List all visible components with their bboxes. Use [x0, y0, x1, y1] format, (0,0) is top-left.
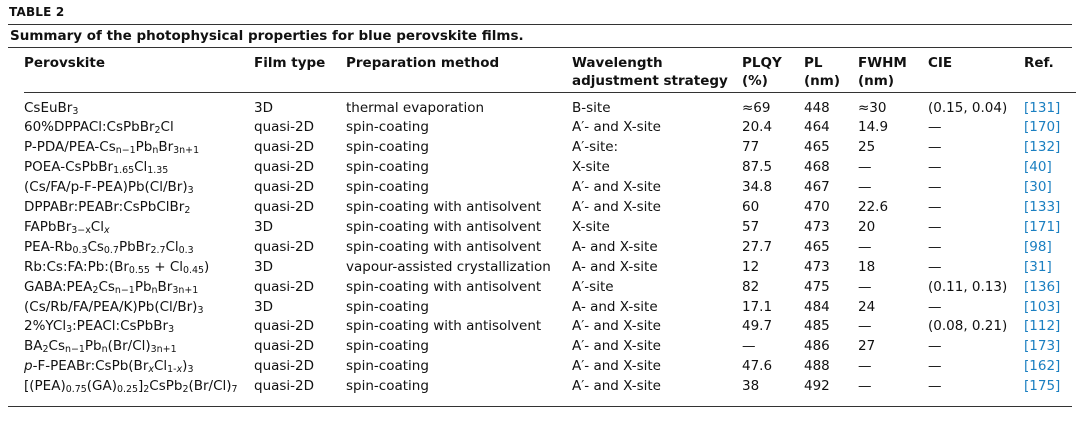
- table-row: [24, 238, 1076, 258]
- reference-link[interactable]: [175]: [1024, 378, 1061, 395]
- table-row: [24, 178, 1076, 198]
- reference-link[interactable]: [98]: [1024, 238, 1052, 255]
- cell-fwhm: —: [858, 318, 872, 335]
- header-fwhm-line2: (nm): [858, 73, 895, 89]
- table-row: [24, 158, 1076, 178]
- cell-ref[interactable]: [1024, 357, 1076, 377]
- cell-perovskite: CsEuBr$_3$: [24, 99, 79, 117]
- header-row: [24, 48, 1076, 92]
- cell-plqy: 87.5: [742, 159, 773, 176]
- cell-ref[interactable]: [1024, 138, 1076, 158]
- cell-perovskite: $(Cs/Rb/FA/PEA/K)Pb(Cl/Br)_3$: [24, 298, 204, 316]
- cell-film-type: 3D: [254, 298, 273, 315]
- cell-prep-method: spin-coating with antisolvent: [346, 238, 542, 255]
- cell-perovskite: $P-PDA/PEA-Cs_{n-1}Pb_nBr_{3n+1}$: [24, 139, 200, 157]
- cell-cie: —: [928, 238, 942, 255]
- cell-fwhm: —: [858, 278, 872, 295]
- cell-ref[interactable]: [1024, 238, 1076, 258]
- cell-plqy: —: [742, 338, 756, 355]
- cell-pl: 465: [804, 139, 830, 156]
- cell-cie: —: [928, 199, 942, 216]
- table-row: [24, 298, 1076, 318]
- cell-film-type: 3D: [254, 218, 273, 235]
- cell-fwhm: 24: [858, 298, 876, 315]
- header-wavelength-line2: adjustment strategy: [572, 73, 728, 89]
- header-plqy: [742, 48, 804, 92]
- header-perovskite: Perovskite: [24, 55, 106, 71]
- cell-plqy: 27.7: [742, 238, 773, 255]
- cell-prep-method: thermal evaporation: [346, 99, 485, 116]
- table-row: [24, 278, 1076, 298]
- header-ref: Ref.: [1024, 55, 1054, 71]
- reference-link[interactable]: [40]: [1024, 159, 1052, 176]
- cell-pl: 448: [804, 99, 830, 116]
- cell-prep-method: spin-coating: [346, 378, 429, 395]
- properties-table: [24, 48, 1076, 397]
- header-cie: CIE: [928, 55, 953, 71]
- cell-prep-method: spin-coating with antisolvent: [346, 218, 542, 235]
- cell-perovskite: $GABA:PEA_2Cs_{n-1}Pb_nBr_{3n+1}$: [24, 278, 199, 296]
- cell-film-type: quasi-2D: [254, 139, 315, 156]
- cell-cie: —: [928, 338, 942, 355]
- reference-link[interactable]: [136]: [1024, 278, 1061, 295]
- cell-fwhm: 22.6: [858, 199, 889, 216]
- cell-plqy: 57: [742, 218, 760, 235]
- cell-cie: —: [928, 159, 942, 176]
- cell-wavelength-strategy: A- and X-site: [572, 298, 658, 315]
- reference-link[interactable]: [162]: [1024, 358, 1061, 375]
- cell-ref[interactable]: [1024, 298, 1076, 318]
- reference-link[interactable]: [170]: [1024, 119, 1061, 136]
- cell-wavelength-strategy: A′-site: [572, 278, 614, 295]
- reference-link[interactable]: [131]: [1024, 99, 1061, 116]
- cell-cie: —: [928, 378, 942, 395]
- cell-perovskite: DPPABr:PEABr:CsPbClBr$_2$: [24, 199, 191, 217]
- cell-wavelength-strategy: A′- and X-site: [572, 378, 661, 395]
- cell-film-type: quasi-2D: [254, 238, 315, 255]
- header-pl-line1: PL: [804, 55, 823, 71]
- cell-fwhm: —: [858, 378, 872, 395]
- cell-prep-method: spin-coating: [346, 119, 429, 136]
- cell-ref[interactable]: [1024, 278, 1076, 298]
- cell-wavelength-strategy: A′- and X-site: [572, 338, 661, 355]
- cell-wavelength-strategy: A′- and X-site: [572, 179, 661, 196]
- cell-plqy: 82: [742, 278, 760, 295]
- cell-perovskite: $[(PEA)_{0.75}(GA)_{0.25}]_2CsPb_2(Br/Cl)_7$: [24, 378, 238, 396]
- bottom-rule: [8, 406, 1072, 407]
- table-row: [24, 138, 1076, 158]
- cell-prep-method: spin-coating with antisolvent: [346, 199, 542, 216]
- cell-pl: 475: [804, 278, 830, 295]
- reference-link[interactable]: [171]: [1024, 218, 1061, 235]
- cell-prep-method: spin-coating with antisolvent: [346, 318, 542, 335]
- cell-ref[interactable]: [1024, 178, 1076, 198]
- cell-wavelength-strategy: X-site: [572, 159, 610, 176]
- header-pl-line2: (nm): [804, 73, 841, 89]
- cell-cie: —: [928, 139, 942, 156]
- header-film-type: Film type: [254, 55, 326, 71]
- cell-film-type: quasi-2D: [254, 378, 315, 395]
- cell-perovskite: 2%YCl$_3$:PEACl:CsPbBr$_3$: [24, 318, 175, 336]
- cell-pl: 488: [804, 358, 830, 375]
- cell-film-type: 3D: [254, 258, 273, 275]
- cell-plqy: 20.4: [742, 119, 773, 136]
- cell-plqy: 12: [742, 258, 760, 275]
- cell-fwhm: —: [858, 179, 872, 196]
- cell-prep-method: spin-coating: [346, 358, 429, 375]
- cell-plqy: 77: [742, 139, 760, 156]
- cell-film-type: quasi-2D: [254, 199, 315, 216]
- cell-cie: —: [928, 179, 942, 196]
- reference-link[interactable]: [103]: [1024, 298, 1061, 315]
- cell-plqy: 34.8: [742, 179, 773, 196]
- cell-ref[interactable]: [1024, 99, 1076, 119]
- table-label: TABLE 2: [9, 5, 65, 19]
- cell-cie: (0.15, 0.04): [928, 99, 1008, 116]
- cell-fwhm: 18: [858, 258, 876, 275]
- cell-fwhm: 27: [858, 338, 876, 355]
- reference-link[interactable]: [31]: [1024, 258, 1052, 275]
- cell-fwhm: 14.9: [858, 119, 889, 136]
- cell-wavelength-strategy: B-site: [572, 99, 611, 116]
- cell-cie: —: [928, 258, 942, 275]
- table-row: [24, 317, 1076, 337]
- cell-pl: 473: [804, 218, 830, 235]
- cell-prep-method: spin-coating: [346, 159, 429, 176]
- cell-ref[interactable]: [1024, 158, 1076, 178]
- table-body: [24, 92, 1076, 397]
- cell-wavelength-strategy: A- and X-site: [572, 258, 658, 275]
- cell-fwhm: 25: [858, 139, 876, 156]
- cell-prep-method: spin-coating with antisolvent: [346, 278, 542, 295]
- cell-plqy: ≈69: [742, 99, 771, 116]
- cell-ref[interactable]: [1024, 198, 1076, 218]
- cell-film-type: quasi-2D: [254, 278, 315, 295]
- cell-perovskite: $(Cs/FA/p-F-PEA)Pb(Cl/Br)_3$: [24, 179, 194, 197]
- cell-pl: 465: [804, 238, 830, 255]
- cell-prep-method: spin-coating: [346, 298, 429, 315]
- table-caption: Summary of the photophysical properties for blue perovskite films.: [10, 28, 524, 44]
- table-row: [24, 218, 1076, 238]
- cell-film-type: 3D: [254, 99, 273, 116]
- table-row: [24, 258, 1076, 278]
- cell-prep-method: spin-coating: [346, 179, 429, 196]
- cell-plqy: 49.7: [742, 318, 773, 335]
- reference-link[interactable]: [132]: [1024, 139, 1061, 156]
- cell-fwhm: —: [858, 238, 872, 255]
- cell-fwhm: 20: [858, 218, 876, 235]
- cell-film-type: quasi-2D: [254, 179, 315, 196]
- cell-cie: (0.11, 0.13): [928, 278, 1008, 295]
- cell-plqy: 47.6: [742, 358, 773, 375]
- cell-ref[interactable]: [1024, 377, 1076, 397]
- cell-cie: —: [928, 218, 942, 235]
- cell-ref[interactable]: [1024, 218, 1076, 238]
- header-wavelength: [572, 48, 742, 92]
- cell-pl: 464: [804, 119, 830, 136]
- cell-cie: —: [928, 358, 942, 375]
- header-wavelength-line1: Wavelength: [572, 55, 663, 71]
- cell-wavelength-strategy: A′- and X-site: [572, 358, 661, 375]
- cell-pl: 467: [804, 179, 830, 196]
- table-row: [24, 198, 1076, 218]
- cell-pl: 470: [804, 199, 830, 216]
- cell-pl: 492: [804, 378, 830, 395]
- cell-wavelength-strategy: X-site: [572, 218, 610, 235]
- cell-film-type: quasi-2D: [254, 119, 315, 136]
- cell-perovskite: $FAPbBr_{3-x}Cl_x$: [24, 218, 110, 236]
- header-fwhm-line1: FWHM: [858, 55, 907, 71]
- cell-perovskite: $p-F-PEABr:CsPb(Br_xCl_{1-x})_3$: [24, 358, 194, 376]
- header-prep-method: Preparation method: [346, 55, 500, 71]
- cell-film-type: quasi-2D: [254, 358, 315, 375]
- cell-cie: —: [928, 119, 942, 136]
- cell-perovskite: PEA-$Rb_{0.3}Cs_{0.7}PbBr_{2.7}Cl_{0.3}$: [24, 238, 194, 256]
- table-row: [24, 357, 1076, 377]
- cell-plqy: 60: [742, 199, 760, 216]
- reference-link[interactable]: [133]: [1024, 199, 1061, 216]
- cell-fwhm: —: [858, 159, 872, 176]
- cell-perovskite: $Rb:Cs:FA:Pb:(Br_{0.55} + Cl_{0.45})$: [24, 258, 210, 276]
- cell-wavelength-strategy: A- and X-site: [572, 238, 658, 255]
- reference-link[interactable]: [30]: [1024, 179, 1052, 196]
- cell-prep-method: spin-coating: [346, 338, 429, 355]
- cell-plqy: 38: [742, 378, 760, 395]
- table-row: [24, 337, 1076, 357]
- cell-wavelength-strategy: A′- and X-site: [572, 199, 661, 216]
- cell-plqy: 17.1: [742, 298, 773, 315]
- cell-ref[interactable]: [1024, 118, 1076, 138]
- reference-link[interactable]: [173]: [1024, 338, 1061, 355]
- cell-pl: 486: [804, 338, 830, 355]
- cell-cie: —: [928, 298, 942, 315]
- cell-film-type: quasi-2D: [254, 159, 315, 176]
- cell-prep-method: vapour-assisted crystallization: [346, 258, 551, 275]
- cell-pl: 484: [804, 298, 830, 315]
- cell-ref[interactable]: [1024, 258, 1076, 278]
- cell-pl: 473: [804, 258, 830, 275]
- cell-film-type: quasi-2D: [254, 338, 315, 355]
- cell-ref[interactable]: [1024, 337, 1076, 357]
- cell-ref[interactable]: [1024, 317, 1076, 337]
- cell-fwhm: —: [858, 358, 872, 375]
- cell-perovskite: 60%DPPACl:CsPbBr$_2$Cl: [24, 119, 174, 137]
- cell-wavelength-strategy: A′-site:: [572, 139, 619, 156]
- cell-perovskite: $BA_2Cs_{n-1}Pb_n(Br/Cl)_{3n+1}$: [24, 338, 177, 356]
- header-plqy-line1: PLQY: [742, 55, 782, 71]
- cell-prep-method: spin-coating: [346, 139, 429, 156]
- cell-perovskite: POEA-$CsPbBr_{1.65}Cl_{1.35}$: [24, 159, 169, 177]
- cell-pl: 468: [804, 159, 830, 176]
- cell-wavelength-strategy: A′- and X-site: [572, 119, 661, 136]
- reference-link[interactable]: [112]: [1024, 318, 1061, 335]
- cell-film-type: quasi-2D: [254, 318, 315, 335]
- table-row: [24, 377, 1076, 397]
- cell-pl: 485: [804, 318, 830, 335]
- cell-cie: (0.08, 0.21): [928, 318, 1008, 335]
- table-row: [24, 99, 1076, 119]
- header-pl: [804, 48, 858, 92]
- header-fwhm: [858, 48, 928, 92]
- cell-wavelength-strategy: A′- and X-site: [572, 318, 661, 335]
- header-plqy-line2: (%): [742, 73, 768, 89]
- cell-fwhm: ≈30: [858, 99, 887, 116]
- table-row: [24, 118, 1076, 138]
